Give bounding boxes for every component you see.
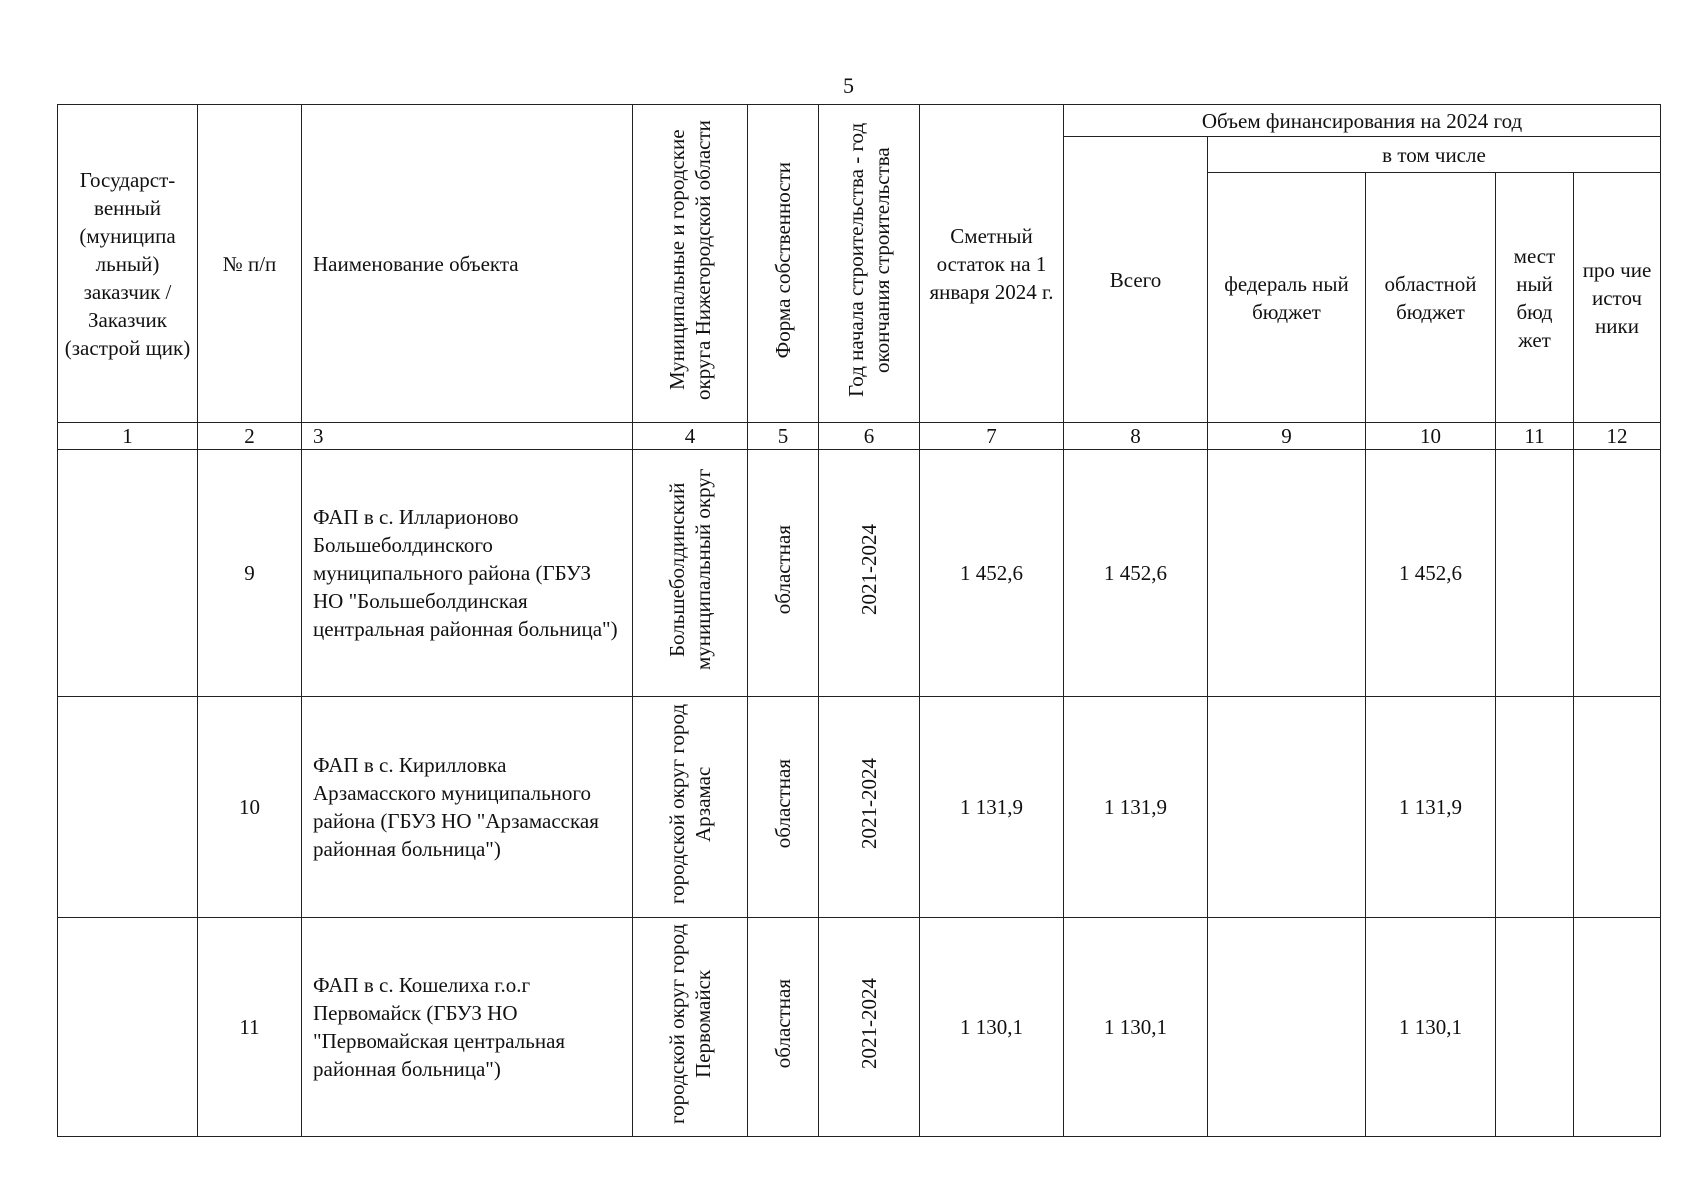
cell-ownership: областная bbox=[748, 918, 819, 1137]
cell-other bbox=[1574, 697, 1661, 918]
table-row bbox=[58, 450, 1661, 697]
table-row bbox=[58, 918, 1661, 1137]
cell-federal bbox=[1208, 450, 1366, 697]
column-number: 3 bbox=[302, 423, 633, 450]
header-ownership: Форма собственности bbox=[748, 105, 819, 423]
header-object-name: Наименование объекта bbox=[302, 105, 633, 423]
cell-federal bbox=[1208, 918, 1366, 1137]
cell-years: 2021-2024 bbox=[819, 697, 920, 918]
cell-years: 2021-2024 bbox=[819, 450, 920, 697]
header-federal: федераль ный бюджет bbox=[1208, 173, 1366, 423]
header-number: № п/п bbox=[198, 105, 302, 423]
column-number: 1 bbox=[58, 423, 198, 450]
table-row bbox=[58, 697, 1661, 918]
cell-total: 1 130,1 bbox=[1064, 918, 1208, 1137]
column-number: 10 bbox=[1366, 423, 1496, 450]
page-number: 5 bbox=[843, 73, 854, 98]
cell-local bbox=[1496, 697, 1574, 918]
column-number: 4 bbox=[633, 423, 748, 450]
column-numbers-row bbox=[58, 423, 1661, 450]
cell-number: 10 bbox=[198, 697, 302, 918]
cell-regional: 1 131,9 bbox=[1366, 697, 1496, 918]
cell-customer bbox=[58, 697, 198, 918]
cell-ownership: областная bbox=[748, 450, 819, 697]
cell-regional: 1 452,6 bbox=[1366, 450, 1496, 697]
cell-ownership: областная bbox=[748, 697, 819, 918]
header-regional: областной бюджет bbox=[1366, 173, 1496, 423]
cell-other bbox=[1574, 918, 1661, 1137]
header-total: Всего bbox=[1064, 137, 1208, 423]
column-number: 5 bbox=[748, 423, 819, 450]
cell-estimate: 1 130,1 bbox=[920, 918, 1064, 1137]
cell-object-name: ФАП в с. Илларионово Большеболдинского муниципального района (ГБУЗ НО "Большеболдинская центральная районная больница") bbox=[302, 450, 633, 697]
cell-regional: 1 130,1 bbox=[1366, 918, 1496, 1137]
column-number: 2 bbox=[198, 423, 302, 450]
cell-estimate: 1 452,6 bbox=[920, 450, 1064, 697]
cell-number: 9 bbox=[198, 450, 302, 697]
header-local: мест ный бюд жет bbox=[1496, 173, 1574, 423]
cell-federal bbox=[1208, 697, 1366, 918]
cell-customer bbox=[58, 918, 198, 1137]
cell-number: 11 bbox=[198, 918, 302, 1137]
header-funding-group: Объем финансирования на 2024 год bbox=[1064, 105, 1661, 137]
cell-object-name: ФАП в с. Кошелиха г.о.г Первомайск (ГБУЗ НО "Первомайская центральная районная больница") bbox=[302, 918, 633, 1137]
cell-estimate: 1 131,9 bbox=[920, 697, 1064, 918]
header-including: в том числе bbox=[1208, 137, 1661, 173]
header-customer: Государст-венный (муниципа льный) заказчик / Заказчик (застрой щик) bbox=[58, 105, 198, 423]
cell-years: 2021-2024 bbox=[819, 918, 920, 1137]
column-number: 11 bbox=[1496, 423, 1574, 450]
cell-district: городской округ город Первомайск bbox=[633, 918, 748, 1137]
column-number: 8 bbox=[1064, 423, 1208, 450]
cell-total: 1 452,6 bbox=[1064, 450, 1208, 697]
cell-other bbox=[1574, 450, 1661, 697]
cell-total: 1 131,9 bbox=[1064, 697, 1208, 918]
column-number: 9 bbox=[1208, 423, 1366, 450]
cell-customer bbox=[58, 450, 198, 697]
column-number: 6 bbox=[819, 423, 920, 450]
cell-district: городской округ город Арзамас bbox=[633, 697, 748, 918]
cell-local bbox=[1496, 918, 1574, 1137]
header-years: Год начала строительства - год окончания строительства bbox=[819, 105, 920, 423]
header-other: про чие источ ники bbox=[1574, 173, 1661, 423]
cell-local bbox=[1496, 450, 1574, 697]
header-district: Муниципальные и городские округа Нижегородской области bbox=[633, 105, 748, 423]
cell-object-name: ФАП в с. Кирилловка Арзамасского муниципального района (ГБУЗ НО "Арзамасская районная больница") bbox=[302, 697, 633, 918]
header-row-1 bbox=[58, 105, 1661, 137]
cell-district: Большеболдинский муниципальный округ bbox=[633, 450, 748, 697]
financing-table bbox=[57, 104, 1661, 1137]
column-number: 7 bbox=[920, 423, 1064, 450]
column-number: 12 bbox=[1574, 423, 1661, 450]
header-estimate: Сметный остаток на 1 января 2024 г. bbox=[920, 105, 1064, 423]
